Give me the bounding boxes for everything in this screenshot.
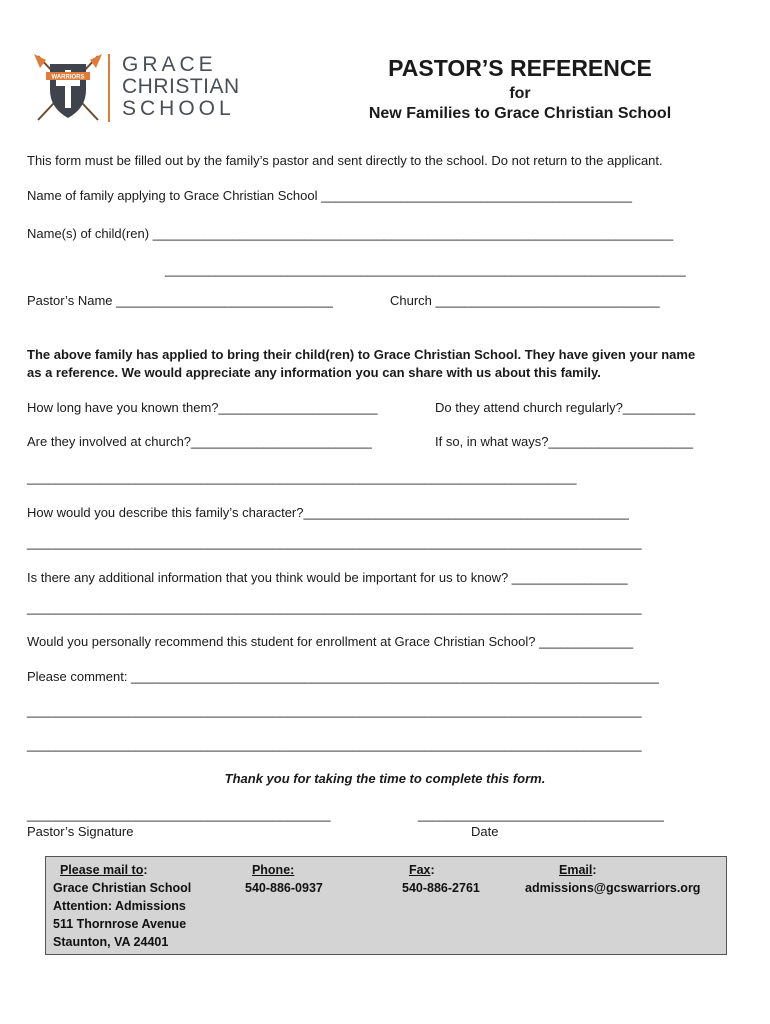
signature-line[interactable]: __________________________________________ [27, 807, 331, 822]
mail-line-4: Staunton, VA 24401 [53, 935, 169, 949]
email-address[interactable]: admissions@gcswarriors.org [525, 881, 701, 895]
mail-label-colon: : [143, 863, 148, 877]
involved-field[interactable]: Are they involved at church?_________________________ [27, 434, 372, 449]
church-field[interactable]: Church _______________________________ [390, 293, 660, 308]
blank-line-3[interactable]: _____________________________________________________________________________________ [27, 600, 642, 615]
mail-column [53, 861, 191, 951]
additional-info-field[interactable]: Is there any additional information that you think would be important for us to know? ________________ [27, 570, 628, 585]
mail-label: Please mail to [59, 863, 144, 877]
pastor-name-field[interactable]: Pastor’s Name ______________________________ [27, 293, 334, 308]
mail-line-2: Attention: Admissions [53, 899, 186, 913]
logo-line-2: CHRISTIAN [122, 75, 240, 98]
blank-line-1[interactable]: ____________________________________________________________________________ [27, 470, 577, 485]
blank-line-5[interactable]: _____________________________________________________________________________________ [27, 737, 642, 752]
svg-text:WARRIORS: WARRIORS [51, 74, 85, 81]
mail-line-3: 511 Thornrose Avenue [53, 917, 187, 931]
blank-line-2[interactable]: _____________________________________________________________________________________ [27, 535, 642, 550]
known-duration-field[interactable]: How long have you known them?______________________ [27, 400, 378, 415]
logo-line-3: SCHOOL [122, 97, 235, 120]
fax-number: 540-886-2761 [402, 881, 480, 895]
intro-text: This form must be filled out by the family’s pastor and sent directly to the school. Do not return to the applicant. [27, 153, 663, 168]
fax-label: Fax [408, 863, 431, 877]
mail-line-1: Grace Christian School [53, 881, 192, 895]
subtitle-for: for [509, 85, 531, 102]
children-field-continued[interactable]: ________________________________________________________________________ [165, 262, 686, 277]
thanks-text: Thank you for taking the time to complete this form. [224, 771, 546, 786]
logo-line-1: GRACE [122, 53, 217, 76]
section-intro-line-1: The above family has applied to bring their child(ren) to Grace Christian School. They have given your name [27, 347, 696, 362]
blank-line-4[interactable]: _____________________________________________________________________________________ [27, 703, 642, 718]
date-label: Date [471, 824, 499, 839]
character-field[interactable]: How would you describe this family’s character?_____________________________________________ [27, 505, 629, 520]
fax-label-colon: : [430, 863, 435, 877]
family-name-field[interactable]: Name of family applying to Grace Christian School ___________________________________________ [27, 188, 632, 203]
phone-label: Phone: [251, 863, 295, 877]
signature-label: Pastor’s Signature [27, 824, 134, 839]
recommend-field[interactable]: Would you personally recommend this student for enrollment at Grace Christian School? _____________ [27, 634, 634, 649]
contact-box [45, 856, 727, 955]
fax-column [402, 861, 480, 897]
children-field[interactable]: Name(s) of child(ren) ________________________________________________________________________ [27, 226, 674, 241]
email-column [525, 861, 700, 897]
subtitle: New Families to Grace Christian School [368, 105, 672, 122]
email-label: Email [559, 863, 593, 877]
page-title: PASTOR’S REFERENCE [388, 55, 652, 81]
attend-church-field[interactable]: Do they attend church regularly?__________ [435, 400, 696, 415]
date-line[interactable]: __________________________________ [418, 807, 664, 822]
section-intro-line-2: as a reference. We would appreciate any information you can share with us about this family. [27, 365, 601, 380]
email-label-colon: : [592, 863, 597, 877]
phone-column [245, 861, 323, 897]
phone-number: 540-886-0937 [245, 881, 323, 895]
ways-field[interactable]: If so, in what ways?____________________ [435, 434, 694, 449]
comment-field[interactable]: Please comment: _________________________________________________________________________ [27, 669, 659, 684]
